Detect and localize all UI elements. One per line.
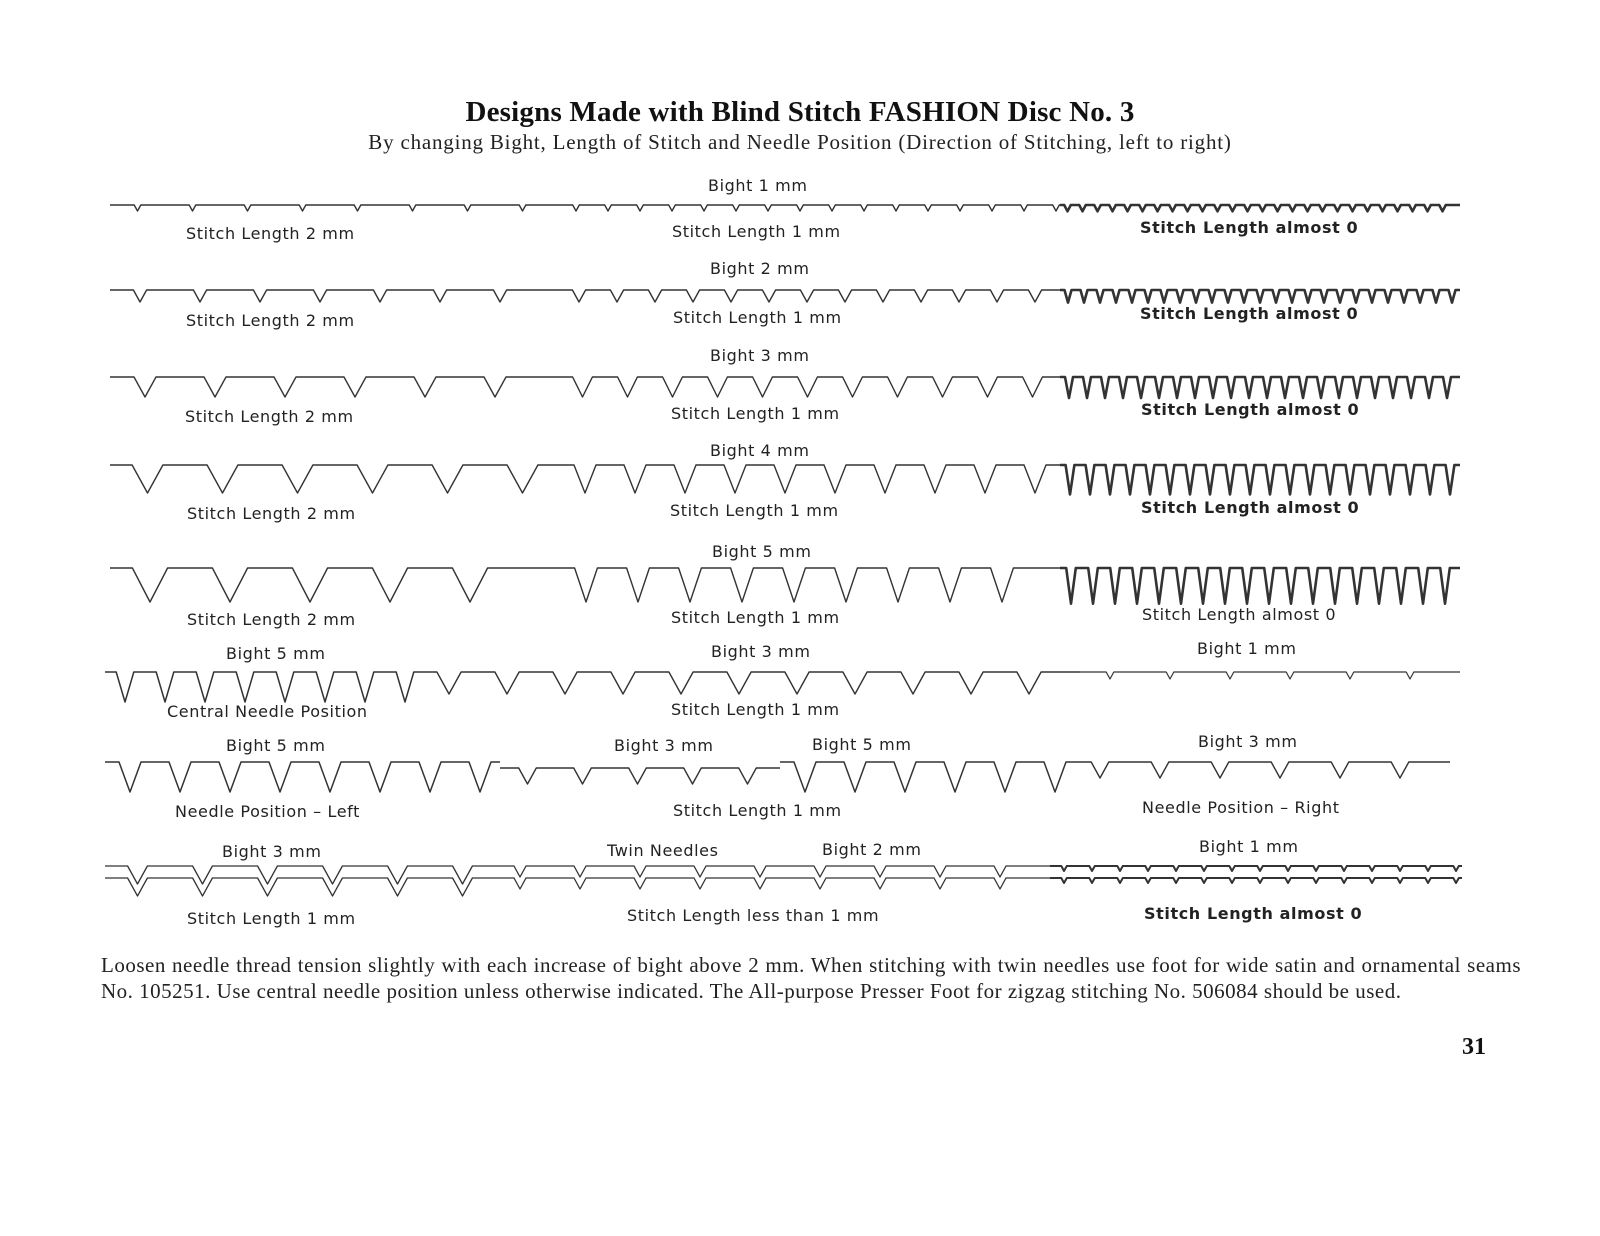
stitch-sample (110, 290, 560, 302)
bight-label: Bight 5 mm (812, 735, 912, 754)
twin-needle-stitch (105, 878, 490, 896)
stitch-sample (1060, 205, 1460, 211)
twin-needles-label: Twin Needles (607, 841, 719, 860)
stitch-sample (1060, 568, 1460, 604)
stitch-length-label: Stitch Length 2 mm (185, 407, 354, 426)
stitch-length-label: Stitch Length almost 0 (1141, 498, 1360, 517)
bight-label: Bight 4 mm (710, 441, 810, 460)
bight-label: Bight 3 mm (711, 642, 811, 661)
bight-label: Bight 1 mm (708, 176, 808, 195)
stitch-length-label: Stitch Length 2 mm (187, 504, 356, 523)
stitch-length-label: Stitch Length 2 mm (187, 610, 356, 629)
stitch-sample (560, 465, 1060, 493)
stitch-length-label: Stitch Length almost 0 (1142, 605, 1337, 624)
bight-label: Bight 3 mm (1198, 732, 1298, 751)
stitch-sample (560, 377, 1060, 397)
stitch-sample (1070, 762, 1450, 778)
stitch-sample (420, 672, 1080, 694)
bight-label: Bight 5 mm (226, 644, 326, 663)
bight-label: Bight 2 mm (710, 259, 810, 278)
bight-label: Bight 1 mm (1197, 639, 1297, 658)
stitch-sample (1080, 672, 1460, 679)
stitch-sample (110, 465, 560, 493)
stitch-length-label: Stitch Length almost 0 (1140, 218, 1359, 237)
twin-needle-stitch (490, 866, 1050, 877)
stitch-sample (105, 762, 500, 792)
needle-position-label: Needle Position – Left (175, 802, 360, 821)
stitch-length-label: Stitch Length almost 0 (1140, 304, 1359, 323)
stitch-sample (780, 762, 1070, 792)
twin-needle-stitch (105, 866, 490, 884)
page-number: 31 (1462, 1034, 1486, 1060)
stitch-length-label: Stitch Length 1 mm (187, 909, 356, 928)
bight-label: Bight 2 mm (822, 840, 922, 859)
stitch-length-label: Stitch Length 1 mm (671, 700, 840, 719)
stitch-sample (110, 205, 560, 211)
stitch-length-label: Stitch Length 1 mm (671, 404, 840, 423)
bight-label: Bight 1 mm (1199, 837, 1299, 856)
twin-needle-stitch (1050, 878, 1462, 883)
stitch-sample (110, 568, 560, 602)
stitch-length-label: Stitch Length almost 0 (1141, 400, 1360, 419)
page-title: Designs Made with Blind Stitch FASHION Disc No. 3 (465, 96, 1135, 128)
stitch-length-label: Stitch Length 1 mm (673, 801, 842, 820)
needle-position-label: Needle Position – Right (1142, 798, 1340, 817)
stitch-length-label: Stitch Length 1 mm (673, 308, 842, 327)
bight-label: Bight 3 mm (710, 346, 810, 365)
bight-label: Bight 5 mm (712, 542, 812, 561)
stitch-sample (1060, 465, 1460, 494)
stitch-length-label: Stitch Length almost 0 (1144, 904, 1363, 923)
instruction-note: Loosen needle thread tension slightly with each increase of bight above 2 mm. When stitching with twin needles use foot for wide satin and ornamental seams No. 105251. Use central needle position unless otherwise indicated. The All-purpose Presser Foot for zigzag stitching No. 506084 should be used. (101, 953, 1521, 1003)
stitch-sample (500, 768, 780, 784)
stitch-sample (560, 205, 1060, 211)
bight-label: Bight 3 mm (222, 842, 322, 861)
page-subtitle: By changing Bight, Length of Stitch and Needle Position (Direction of Stitching, left to right) (368, 130, 1232, 154)
stitch-length-label: Stitch Length 2 mm (186, 224, 355, 243)
stitch-length-label: Stitch Length 1 mm (671, 608, 840, 627)
stitch-sample (110, 377, 560, 397)
twin-needle-stitch (490, 878, 1050, 889)
stitch-sample (560, 290, 1060, 302)
stitch-sample (1060, 377, 1460, 398)
needle-position-label: Central Needle Position (167, 702, 368, 721)
stitch-length-label: Stitch Length 1 mm (670, 501, 839, 520)
stitch-sample (560, 568, 1060, 602)
stitch-sample (1060, 290, 1460, 303)
bight-label: Bight 3 mm (614, 736, 714, 755)
stitch-length-label: Stitch Length 1 mm (672, 222, 841, 241)
stitch-length-label: Stitch Length 2 mm (186, 311, 355, 330)
stitch-length-label: Stitch Length less than 1 mm (627, 906, 880, 925)
bight-label: Bight 5 mm (226, 736, 326, 755)
stitch-sample (105, 672, 420, 702)
twin-needle-stitch (1050, 866, 1462, 871)
